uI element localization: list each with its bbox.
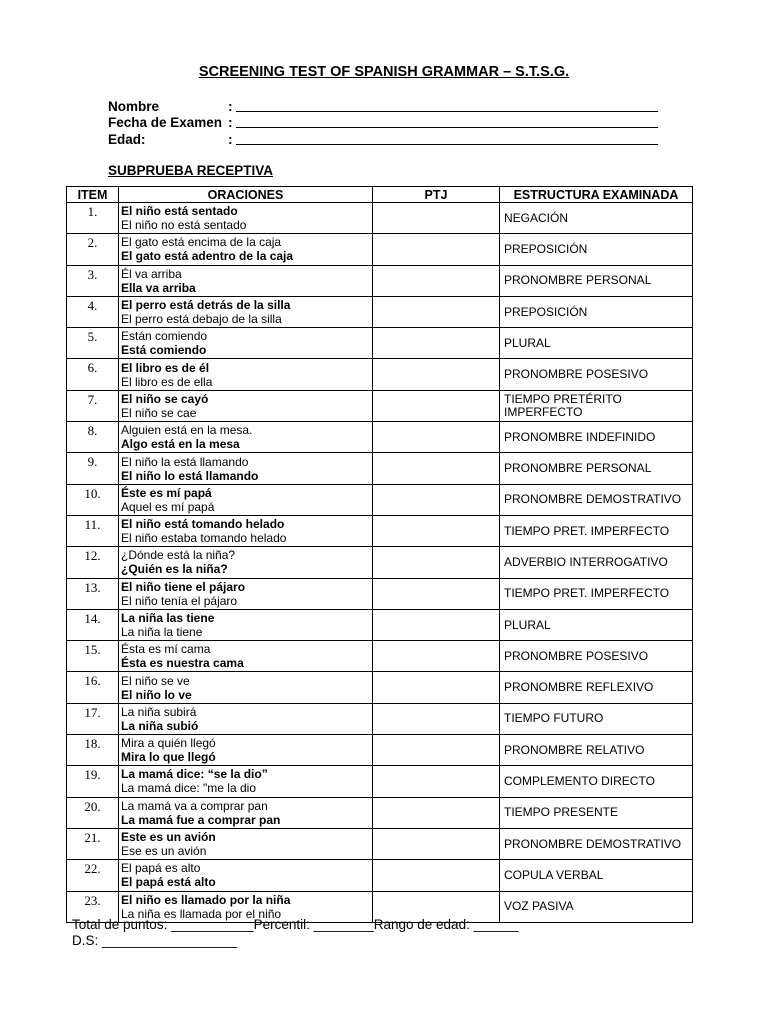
- sentence-option: El papá está alto: [121, 875, 216, 890]
- structure-examined: PRONOMBRE DEMOSTRATIVO: [500, 828, 693, 859]
- sentence-option: Ésta es mí cama: [121, 642, 211, 657]
- sentence-pair: [119, 328, 373, 359]
- structure-examined: ADVERBIO INTERROGATIVO: [500, 547, 693, 578]
- field-colon: :: [228, 98, 233, 114]
- header-estructura: ESTRUCTURA EXAMINADA: [500, 187, 693, 203]
- field-label: Fecha de Examen: [108, 115, 223, 130]
- score-cell[interactable]: [373, 641, 500, 672]
- table-row: [67, 578, 693, 609]
- sentence-pair: [119, 578, 373, 609]
- structure-examined: COPULA VERBAL: [500, 860, 693, 891]
- sentence-option: El niño se ve: [121, 673, 190, 688]
- structure-examined: VOZ PASIVA: [500, 891, 693, 922]
- score-cell[interactable]: [373, 203, 500, 234]
- structure-examined: TIEMPO PRET. IMPERFECTO: [500, 578, 693, 609]
- sentence-pair: [119, 766, 373, 797]
- sentence-option: El niño se cayó: [121, 391, 209, 406]
- sentence-option: Alguien está en la mesa.: [121, 423, 253, 438]
- item-number: 21.: [67, 828, 119, 859]
- sentence-pair: [119, 735, 373, 766]
- structure-examined: PRONOMBRE PERSONAL: [500, 265, 693, 296]
- structure-examined: PRONOMBRE DEMOSTRATIVO: [500, 484, 693, 515]
- structure-examined: PLURAL: [500, 609, 693, 640]
- table-row: [67, 860, 693, 891]
- structure-examined: PRONOMBRE POSESIVO: [500, 641, 693, 672]
- table-row: [67, 703, 693, 734]
- score-cell[interactable]: [373, 390, 500, 421]
- table-row: [67, 328, 693, 359]
- item-number: 3.: [67, 265, 119, 296]
- structure-examined: TIEMPO PRESENTE: [500, 797, 693, 828]
- sentence-option: El niño la está llamando: [121, 454, 249, 469]
- score-cell[interactable]: [373, 453, 500, 484]
- sentence-pair: [119, 422, 373, 453]
- item-number: 9.: [67, 453, 119, 484]
- score-cell[interactable]: [373, 422, 500, 453]
- sentence-option: Éste es mí papá: [121, 485, 212, 500]
- table-body: [67, 203, 693, 923]
- structure-examined: PRONOMBRE POSESIVO: [500, 359, 693, 390]
- score-cell[interactable]: [373, 578, 500, 609]
- score-cell[interactable]: [373, 828, 500, 859]
- item-number: 6.: [67, 359, 119, 390]
- sentence-pair: [119, 265, 373, 296]
- sentence-option: El libro es de él: [121, 360, 210, 375]
- item-number: 8.: [67, 422, 119, 453]
- sentence-option: El niño no está sentado: [121, 218, 247, 233]
- sentence-option: El perro está detrás de la silla: [121, 298, 291, 313]
- sentence-option: La niña es llamada por el niño: [121, 906, 282, 921]
- sentence-option: El niño lo ve: [121, 687, 192, 702]
- structure-examined: PRONOMBRE INDEFINIDO: [500, 422, 693, 453]
- table-row: [67, 390, 693, 421]
- structure-examined: PLURAL: [500, 328, 693, 359]
- page-title: SCREENING TEST OF SPANISH GRAMMAR – S.T.S.G.: [198, 64, 570, 80]
- sentence-option: Algo está en la mesa: [121, 437, 240, 452]
- score-cell[interactable]: [373, 672, 500, 703]
- field-label: Nombre: [108, 98, 160, 114]
- sentence-pair: [119, 828, 373, 859]
- sentence-pair: [119, 672, 373, 703]
- sentence-option: El niño es llamado por la niña: [121, 892, 291, 907]
- sentence-pair: [119, 359, 373, 390]
- age-blank-line[interactable]: [236, 132, 658, 145]
- table-row: [67, 265, 693, 296]
- item-number: 12.: [67, 547, 119, 578]
- sentence-option: Ese es un avión: [121, 844, 207, 859]
- item-number: 20.: [67, 797, 119, 828]
- sentence-option: La mamá dice: "me la dio: [121, 781, 256, 796]
- sentence-option: El niño lo está llamando: [121, 468, 259, 483]
- sentence-option: La mamá dice: “se la dio”: [121, 767, 268, 782]
- sentence-option: El gato está adentro de la caja: [121, 249, 294, 264]
- score-cell[interactable]: [373, 609, 500, 640]
- sentence-option: El niño se cae: [121, 405, 197, 420]
- item-number: 7.: [67, 390, 119, 421]
- item-number: 4.: [67, 296, 119, 327]
- table-header-row: [67, 187, 693, 203]
- field-colon: :: [228, 131, 233, 147]
- header-oraciones: ORACIONES: [119, 187, 373, 203]
- structure-examined: TIEMPO FUTURO: [500, 703, 693, 734]
- item-number: 16.: [67, 672, 119, 703]
- field-colon: :: [228, 115, 233, 130]
- item-number: 22.: [67, 860, 119, 891]
- sentence-option: La mamá va a comprar pan: [121, 798, 268, 813]
- table-row: [67, 735, 693, 766]
- item-number: 11.: [67, 515, 119, 546]
- sentence-pair: [119, 296, 373, 327]
- name-blank-line[interactable]: [236, 99, 658, 112]
- score-cell[interactable]: [373, 359, 500, 390]
- score-cell[interactable]: [373, 735, 500, 766]
- sentence-option: El papá es alto: [121, 861, 201, 876]
- sentence-option: Mira lo que llegó: [121, 750, 216, 765]
- sentence-pair: [119, 641, 373, 672]
- structure-examined: COMPLEMENTO DIRECTO: [500, 766, 693, 797]
- item-number: 13.: [67, 578, 119, 609]
- score-cell[interactable]: [373, 766, 500, 797]
- item-number: 17.: [67, 703, 119, 734]
- table-row: [67, 484, 693, 515]
- item-number: 23.: [67, 891, 119, 922]
- sentence-option: Este es un avión: [121, 830, 216, 845]
- sentence-option: Ella va arriba: [121, 280, 196, 295]
- score-cell[interactable]: [373, 860, 500, 891]
- sentence-option: Están comiendo: [121, 329, 208, 344]
- structure-examined: NEGACIÓN: [500, 203, 693, 234]
- item-number: 2.: [67, 234, 119, 265]
- item-number: 10.: [67, 484, 119, 515]
- sentence-option: La niña subirá: [121, 704, 197, 719]
- structure-examined: TIEMPO PRET. IMPERFECTO: [500, 515, 693, 546]
- sentence-option: Aquel es mí papá: [121, 499, 215, 514]
- sentence-pair: [119, 703, 373, 734]
- sentence-option: El niño tenía el pájaro: [121, 593, 238, 608]
- table-row: [67, 766, 693, 797]
- score-cell[interactable]: [373, 234, 500, 265]
- item-number: 5.: [67, 328, 119, 359]
- score-cell[interactable]: [373, 265, 500, 296]
- score-cell[interactable]: [373, 703, 500, 734]
- field-label: Edad:: [108, 131, 146, 147]
- sentence-pair: [119, 609, 373, 640]
- table-row: [67, 672, 693, 703]
- sentence-option: La niña las tiene: [121, 611, 215, 625]
- item-number: 14.: [67, 609, 119, 640]
- sentence-option: El gato está encima de la caja: [121, 235, 282, 250]
- sentence-option: El niño está sentado: [121, 204, 238, 219]
- header-ptj: PTJ: [373, 187, 500, 203]
- sentence-pair: [119, 390, 373, 421]
- sentence-pair: [119, 547, 373, 578]
- section-title: SUBPRUEBA RECEPTIVA: [108, 163, 274, 178]
- score-summary: [72, 917, 519, 949]
- table-row: [67, 609, 693, 640]
- table-row: [67, 453, 693, 484]
- exam-date-blank-line[interactable]: [236, 115, 658, 128]
- table-row: [67, 422, 693, 453]
- sentence-pair: [119, 515, 373, 546]
- score-cell[interactable]: [373, 797, 500, 828]
- age-field[interactable]: [108, 130, 658, 147]
- structure-examined: PRONOMBRE RELATIVO: [500, 735, 693, 766]
- sentence-option: El niño tiene el pájaro: [121, 579, 246, 594]
- total-score-line[interactable]: Total de puntos: ___________Percentil: ________Rango de edad: ______: [72, 917, 519, 932]
- table-row: [67, 234, 693, 265]
- name-field[interactable]: [108, 97, 658, 114]
- score-cell[interactable]: [373, 515, 500, 546]
- item-number: 18.: [67, 735, 119, 766]
- sentence-option: Está comiendo: [121, 343, 207, 358]
- score-cell[interactable]: [373, 484, 500, 515]
- ds-line[interactable]: D.S: __________________: [72, 933, 238, 948]
- sentence-pair: [119, 203, 373, 234]
- score-cell[interactable]: [373, 547, 500, 578]
- score-cell[interactable]: [373, 296, 500, 327]
- table-row: [67, 203, 693, 234]
- receptive-subtest-table: [66, 186, 693, 923]
- table-row: [67, 296, 693, 327]
- structure-examined: PREPOSICIÓN: [500, 296, 693, 327]
- item-number: 15.: [67, 641, 119, 672]
- sentence-option: La niña la tiene: [121, 625, 203, 639]
- table-row: [67, 641, 693, 672]
- sentence-pair: [119, 453, 373, 484]
- score-cell[interactable]: [373, 328, 500, 359]
- sentence-option: El perro está debajo de la silla: [121, 312, 282, 327]
- sentence-option: El niño está tomando helado: [121, 517, 285, 532]
- structure-examined: TIEMPO PRETÉRITO IMPERFECTO: [500, 390, 693, 421]
- item-number: 1.: [67, 203, 119, 234]
- table-row: [67, 797, 693, 828]
- sentence-option: Mira a quién llegó: [121, 736, 216, 751]
- sentence-option: Ésta es nuestra cama: [121, 656, 244, 671]
- sentence-pair: [119, 484, 373, 515]
- item-number: 19.: [67, 766, 119, 797]
- table-row: [67, 547, 693, 578]
- sentence-option: El niño estaba tomando helado: [121, 531, 287, 546]
- table-row: [67, 359, 693, 390]
- structure-examined: PRONOMBRE REFLEXIVO: [500, 672, 693, 703]
- sentence-option: La mamá fue a comprar pan: [121, 812, 281, 827]
- structure-examined: PRONOMBRE PERSONAL: [500, 453, 693, 484]
- sentence-pair: [119, 860, 373, 891]
- sentence-option: Él va arriba: [121, 266, 182, 281]
- table-row: [67, 515, 693, 546]
- header-item: ITEM: [67, 187, 119, 203]
- sentence-option: ¿Dónde está la niña?: [121, 548, 236, 563]
- sentence-pair: [119, 234, 373, 265]
- table-row: [67, 828, 693, 859]
- structure-examined: PREPOSICIÓN: [500, 234, 693, 265]
- sentence-pair: [119, 797, 373, 828]
- sentence-option: La niña subió: [121, 718, 199, 733]
- exam-date-field[interactable]: [108, 114, 658, 131]
- sentence-option: ¿Quién es la niña?: [121, 562, 228, 577]
- sentence-option: El libro es de ella: [121, 374, 213, 389]
- header-fields: [108, 97, 658, 147]
